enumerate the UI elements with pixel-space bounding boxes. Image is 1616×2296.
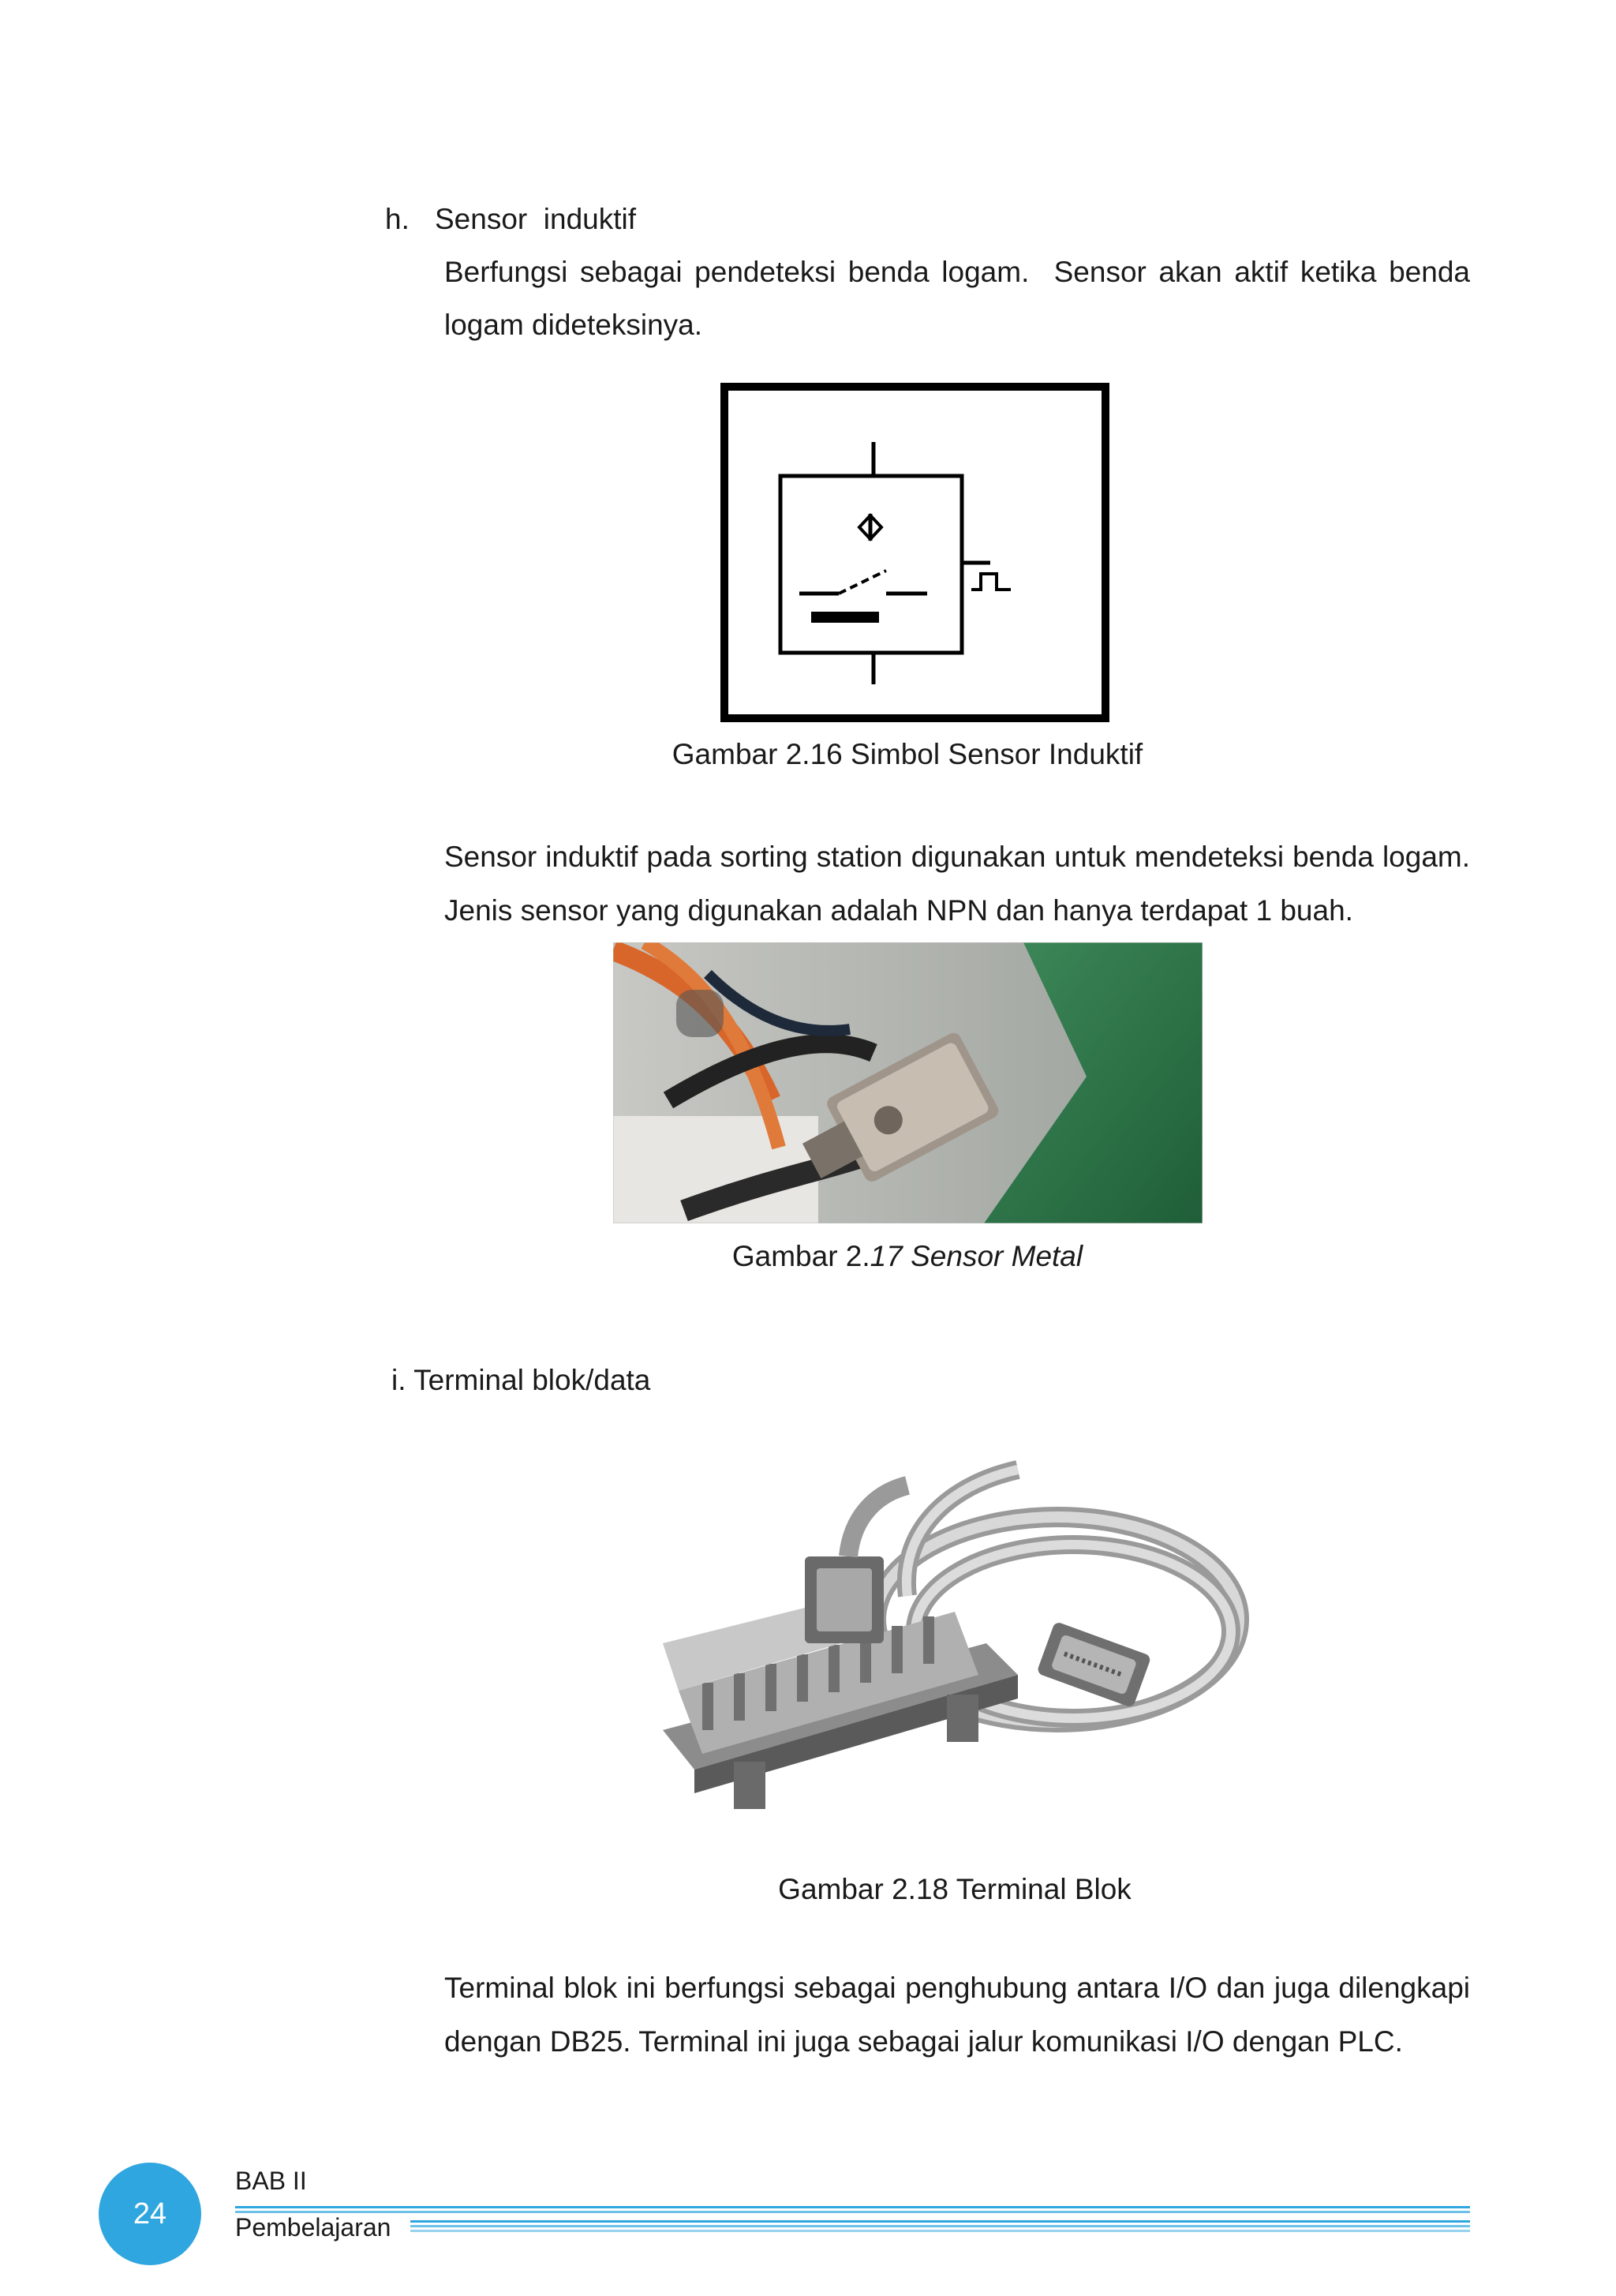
- paragraph-1-line-2: logam dideteksinya.: [444, 309, 703, 341]
- paragraph-3-line-1: Terminal blok ini berfungsi sebagai penghubung antara I/O dan juga dilengkapi: [444, 1972, 1470, 2004]
- inductive-sensor-symbol: [720, 383, 1109, 722]
- footer-rule: [410, 2230, 1470, 2232]
- footer-rule: [410, 2225, 1470, 2227]
- terminal-block-photo: [647, 1438, 1270, 1864]
- metal-sensor-photo: [613, 942, 1203, 1223]
- footer-section-label: Pembelajaran: [235, 2213, 402, 2242]
- page-number: 24: [133, 2197, 167, 2230]
- paragraph-2-line-1: Sensor induktif pada sorting station digunakan untuk mendeteksi benda logam.: [444, 841, 1470, 873]
- section-i-heading: i. Terminal blok/data: [391, 1364, 651, 1396]
- figure-2-17-caption: [631, 1240, 1184, 1273]
- footer-rule: [410, 2220, 1470, 2223]
- figure-2-17-caption-prefix: Gambar 2.: [731, 1240, 870, 1272]
- figure-2-17-caption-italic: 17 Sensor Metal: [870, 1240, 1083, 1272]
- footer-rule: [235, 2206, 1470, 2208]
- section-h-heading: Sensor induktif: [435, 203, 637, 235]
- figure-2-16-caption: Gambar 2.16 Simbol Sensor Induktif: [671, 738, 1143, 770]
- page-number-badge: [99, 2163, 201, 2265]
- paragraph-1-line-1: Berfungsi sebagai pendeteksi benda logam. Sensor akan aktif ketika benda: [444, 256, 1470, 288]
- paragraph-3-line-2: dengan DB25. Terminal ini juga sebagai jalur komunikasi I/O dengan PLC.: [444, 2025, 1403, 2058]
- footer-rule: [235, 2211, 1470, 2213]
- figure-2-18-caption: Gambar 2.18 Terminal Blok: [778, 1873, 1132, 1905]
- section-h-letter: h.: [385, 203, 410, 235]
- paragraph-2-line-2: Jenis sensor yang digunakan adalah NPN dan hanya terdapat 1 buah.: [444, 894, 1353, 927]
- footer-chapter-label: BAB II: [235, 2167, 307, 2195]
